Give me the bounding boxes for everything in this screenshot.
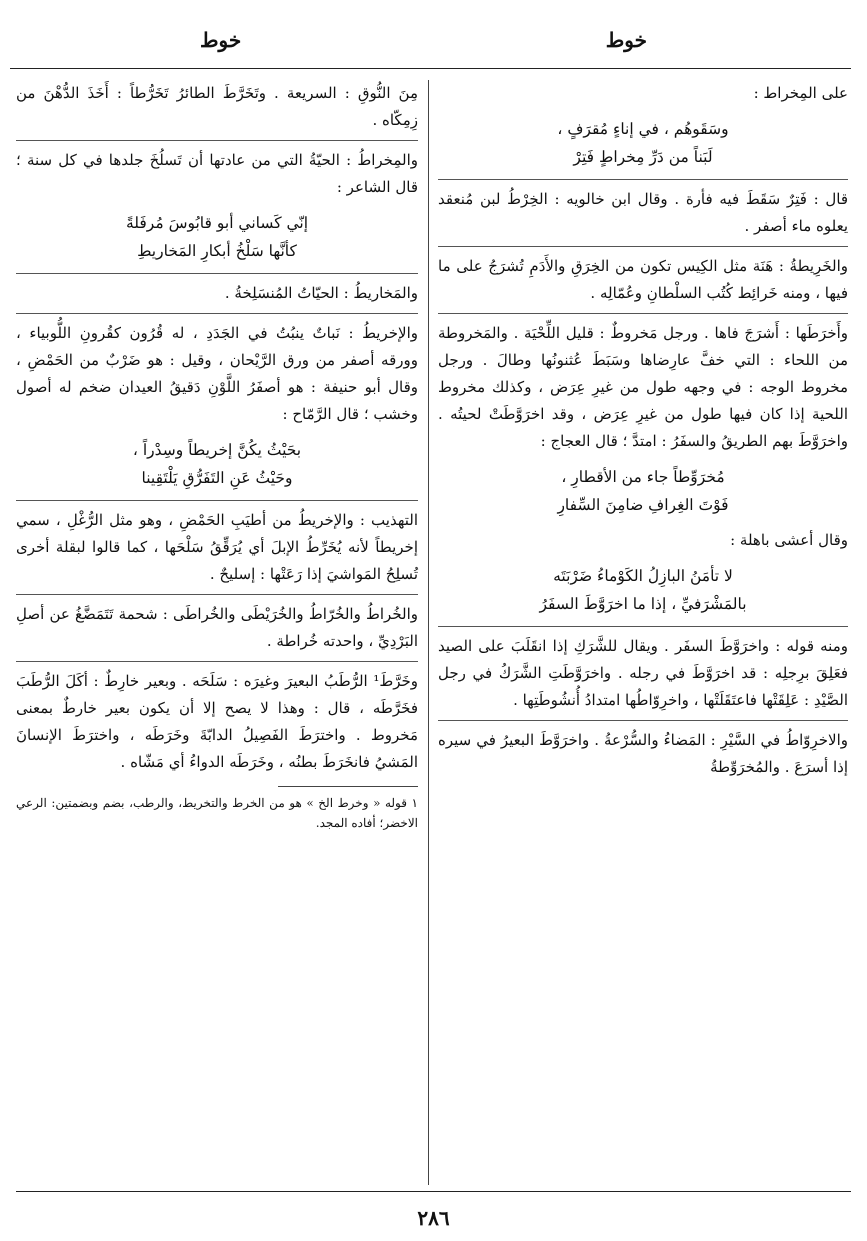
- paragraph: قال : فَتِرٌ سَقَطَ فيه فأرة . وقال ابن خالويه : الخِرْطُ لبن مُنعقد يعلوه ماء أصفر .: [438, 190, 848, 235]
- entry-separator: [16, 140, 418, 141]
- paragraph: والخُراطُ والخُرّاطُ والخُرَيْطَى والخُراطَى : شحمة تَتَمَضَّغُ عن أصلِ البَرْدِيِّ ، واحدته خُراطة .: [16, 605, 418, 650]
- entry-separator: [438, 246, 848, 247]
- paragraph: التهذيب : والإخريطُ من أطيَبِ الحَمْضِ ، وهو مثل الرُّغْلِ ، سمي إخريطاً لأنه يُخَرِّطُ الإبلَ أي يُرَقِّقُ سَلْحَها ، كما قالوا لبقلة أخرى تُسلِحُ المَواشيَ إذا رَعَتْها : إسليحٌ .: [16, 511, 418, 583]
- bottom-rule: [16, 1191, 851, 1192]
- paragraph: وأَخرَطَها : أَشرَجَ فاها . ورجل مَخروطٌ : قليل اللِّحْيَة . والمَخروطة من اللحاء : التي خفَّ عارِضاها وسَبَطَ عُثنونُها وطالَ . ورجل مخروط الوجه : في وجهه طول من غيرِ عِرَض ، وكذلك مخروط اللحية إذا كان فيها طول من غيرِ عِرَض ، وقد اخرَوَّطَتْ لحيتُه . واخرَوَّطَ بهم الطريقُ والسفَرُ : امتدَّ ؛ قال العجاج :: [438, 324, 848, 450]
- footnote: ١ قوله « وخرط الخ » هو من الخرط والتخريط، والرطب، بضم وبضمتين: الرعي الاخضر؛ أفاده المجد.: [16, 796, 418, 830]
- left-column: [16, 80, 418, 833]
- paragraph: والإخريطُ : نَباتٌ ينبُتُ في الجَدَدِ ، له قُرُون كقُرونِ اللُّوبياء ، وورقه أصفر من ورق الرَّيْحان ، وقيل : هو ضَرْبٌ من الحَمْضِ ، وقال أبو حنيفة : هو أصفَرُ اللَّوْنِ دَقيقُ العيدان ضخم له أصول وخشب ؛ قال الرَّمّاح :: [16, 324, 418, 423]
- verse-line: وسَقَوهُم ، في إناءٍ مُقرَفٍ ،: [557, 120, 729, 138]
- running-head-right: خوط: [605, 28, 647, 52]
- verse-block: [16, 436, 418, 492]
- paragraph: والاخرِوّاطُ في السَّيْرِ : المَضاءُ والسُّرْعةُ . واخرَوَّطَ البعيرُ في سيره إذا أسرَعَ . والمُخرَوِّطةُ: [438, 731, 848, 776]
- paragraph: ومنه قوله : واخرَوَّطَ السفَر . ويقال للشَّرَكِ إذا انقَلَبَ على الصيد فعَلِقَ برِجلِه : قد اخرَوَّطَ في رجله . واخرَوَّطَتِ الشَّرَكُ في رجل الصَّيْدِ : عَلِقَتْها فاعتَقَلَتْها ، واخرِوّاطُها امتدادُ أُنشُوطَتِها .: [438, 637, 848, 709]
- paragraph: مِنَ النُّوقِ : السريعة . وتَخَرَّطَ الطائرُ تَخَرُّطاً : أَخَذَ الدُّهْنَ من زِمِكّاه .: [16, 84, 418, 129]
- paragraph: على المِخراط :: [753, 84, 848, 102]
- verse-line: لَبَناً من دَرِّ مِخراطٍ فَتِرْ: [573, 148, 713, 166]
- entry-separator: [16, 500, 418, 501]
- running-head-left: خوط: [200, 28, 242, 52]
- footnote-rule: [278, 786, 418, 787]
- page-number: ٢٨٦: [417, 1206, 450, 1230]
- verse-line: مُخرَوِّطاً جاء من الأقطارِ ،: [561, 468, 725, 486]
- verse-line: لا تأمَنُ البازِلُ الكَوْماءُ ضَرْبَتَه: [553, 567, 733, 585]
- verse-line: بالمَشْرَفيِّ ، إذا ما اخرَوَّطَ السفَرُ: [539, 595, 747, 613]
- verse-block: [16, 209, 418, 265]
- verse-block: [438, 463, 848, 519]
- entry-separator: [438, 720, 848, 721]
- entry-separator: [438, 179, 848, 180]
- paragraph: والخَرِيطةُ : هَنَة مثل الكِيس تكون من الخِرَقِ والأَدَمِ تُشرَجُ على ما فيها ، ومنه خَرائِط كُتُب السلْطانِ وعُمّالِه .: [438, 257, 848, 302]
- verse-block: [438, 115, 848, 171]
- paragraph: وخَرَّطَ¹ الرُّطَبُ البعيرَ وغيرَه : سَلَحَه . وبعير خارِطٌ : أكَلَ الرُّطَبَ فخَرَّطَه ، قال : وهذا لا يصح إلا أن يكون بعير خارطٌ بمعنى مَخروط . واخترَطَ الفَصِيلُ الدابّةَ وخَرَطَه ، واخترَطَ الإنسانَ المَشيُ فانخَرَطَ بطنُه ، وخَرَطَه الدواءُ أي مَشّاه .: [16, 672, 418, 771]
- right-column: [438, 80, 848, 781]
- top-rule: [10, 68, 851, 69]
- paragraph: والمِخراطُ : الحيّةُ التي من عادتها أن تَسلُخَ جلدها في كل سنة ؛ قال الشاعر :: [16, 151, 418, 196]
- entry-separator: [438, 626, 848, 627]
- paragraph: وقال أعشى باهلة :: [730, 531, 848, 549]
- verse-line: فَوْتَ الغِرافِ ضامِنَ السِّفارِ: [557, 496, 729, 514]
- column-divider: [428, 80, 429, 1185]
- verse-block: [438, 562, 848, 618]
- verse-line: كأنَّها سَلْخُ أبكارِ المَخاريطِ: [137, 242, 297, 260]
- entry-separator: [438, 313, 848, 314]
- entry-separator: [16, 313, 418, 314]
- paragraph: والمَخاريطُ : الحيّاتُ المُنسَلِخةُ .: [224, 284, 418, 302]
- entry-separator: [16, 661, 418, 662]
- verse-line: وحَيْثُ عَنِ التَفَرُّقِ يَلْتَقِينا: [141, 469, 293, 487]
- verse-line: بحَيْثُ يكُنَّ إخريطاً وسِدْراً ،: [132, 441, 302, 459]
- verse-line: إنّي كَساني أبو قابُوسَ مُرفَلةً: [125, 214, 309, 232]
- entry-separator: [16, 594, 418, 595]
- entry-separator: [16, 273, 418, 274]
